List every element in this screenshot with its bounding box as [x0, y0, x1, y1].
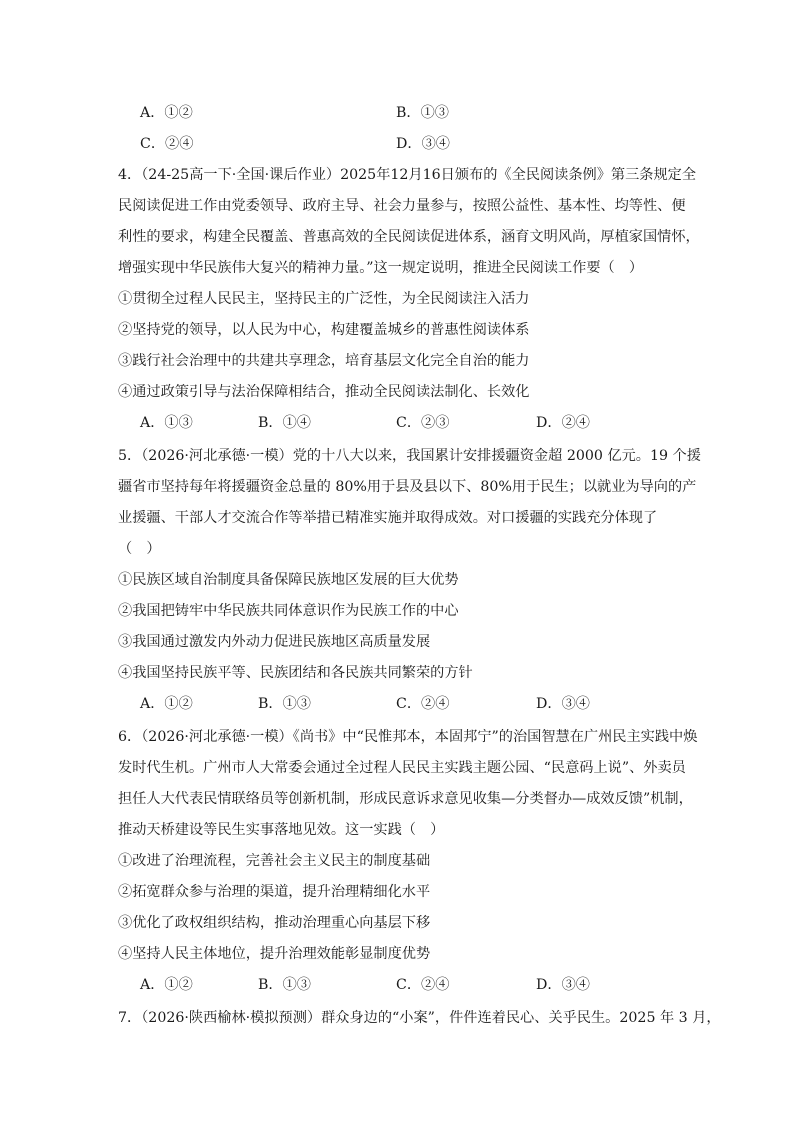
- q4-statement: ②坚持党的领导，以人民为中心，构建覆盖城乡的普惠性阅读体系: [118, 322, 530, 338]
- q6-option-d: D．③④: [536, 977, 590, 993]
- q6-stem-line: 担任人大代表民情联络员等创新机制，形成民意诉求意见收集—分类督办—成效反馈”机制，: [118, 791, 693, 807]
- q3-option-c: C．②④: [140, 136, 194, 152]
- q4-stem-line: 民阅读促进工作由党委领导、政府主导、社会力量参与，按照公益性、基本性、均等性、便: [118, 198, 686, 214]
- q4-option-a: A．①③: [140, 415, 193, 431]
- q3-option-d: D．③④: [396, 136, 450, 152]
- q6-option-b: B．①③: [258, 977, 311, 993]
- q5-stem-line: 疆省市坚持每年将援疆资金总量的 80%用于县及县以下、80%用于民生；以就业为导向的产: [118, 479, 697, 495]
- q4-stem-line: 利性的要求，构建全民覆盖、普惠高效的全民阅读促进体系，涵育文明风尚，厚植家国情怀，: [118, 229, 700, 245]
- q6-statement: ④坚持人民主体地位，提升治理效能彰显制度优势: [118, 946, 431, 962]
- q3-option-b: B．①③: [396, 105, 449, 121]
- q6-option-c: C．②④: [396, 977, 450, 993]
- q4-statement: ①贯彻全过程人民民主，坚持民主的广泛性，为全民阅读注入活力: [118, 291, 530, 307]
- q6-option-a: A．①②: [140, 977, 193, 993]
- q4-statement: ③践行社会治理中的共建共享理念，培育基层文化完全自治的能力: [118, 353, 530, 369]
- q5-statement: ④我国坚持民族平等、民族团结和各民族共同繁荣的方针: [118, 665, 473, 681]
- q5-stem-line: （ ）: [118, 541, 161, 557]
- q5-option-b: B．①③: [258, 696, 311, 712]
- q6-statement: ②拓宽群众参与治理的渠道，提升治理精细化水平: [118, 884, 431, 900]
- q5-stem-line: 业援疆、干部人才交流合作等举措已精准实施并取得成效。对口援疆的实践充分体现了: [118, 510, 658, 526]
- q4-option-d: D．②④: [536, 415, 590, 431]
- q4-statement: ④通过政策引导与法治保障相结合，推动全民阅读法制化、长效化: [118, 384, 530, 400]
- q5-statement: ③我国通过激发内外动力促进民族地区高质量发展: [118, 634, 431, 650]
- q4-option-b: B．①④: [258, 415, 311, 431]
- q5-statement: ①民族区域自治制度具备保障民族地区发展的巨大优势: [118, 572, 459, 588]
- q5-statement: ②我国把铸牢中华民族共同体意识作为民族工作的中心: [118, 603, 459, 619]
- q6-stem-line: 发时代生机。广州市人大常委会通过全过程人民民主实践主题公园、“民意码上说”、外卖员: [118, 760, 686, 776]
- q4-option-c: C．②③: [396, 415, 450, 431]
- q5-stem-line: 5．（2026·河北承德·一模）党的十八大以来，我国累计安排援疆资金超 2000 亿元。19 个援: [118, 448, 701, 464]
- q6-statement: ③优化了政权组织结构，推动治理重心向基层下移: [118, 915, 431, 931]
- q4-stem-line: 增强实现中华民族伟大复兴的精神力量。”这一规定说明，推进全民阅读工作要（ ）: [118, 260, 644, 276]
- q3-option-a: A．①②: [140, 105, 193, 121]
- q5-option-d: D．③④: [536, 696, 590, 712]
- q6-stem-line: 推动天桥建设等民生实事落地见效。这一实践（ ）: [118, 822, 445, 838]
- q4-stem-line: 4．（24-25高一下·全国·课后作业）2025年12月16日颁布的《全民阅读条例》第三条规定全: [118, 167, 697, 183]
- q6-statement: ①改进了治理流程，完善社会主义民主的制度基础: [118, 853, 431, 869]
- q5-option-a: A．①②: [140, 696, 193, 712]
- q5-option-c: C．②④: [396, 696, 450, 712]
- q7-stem-line: 7．（2026·陕西榆林·模拟预测）群众身边的“小案”，件件连着民心、关乎民生。2025 年 3 月，: [118, 1010, 721, 1026]
- q6-stem-line: 6．（2026·河北承德·一模）《尚书》中“民惟邦本，本固邦宁”的治国智慧在广州民主实践中焕: [118, 729, 698, 745]
